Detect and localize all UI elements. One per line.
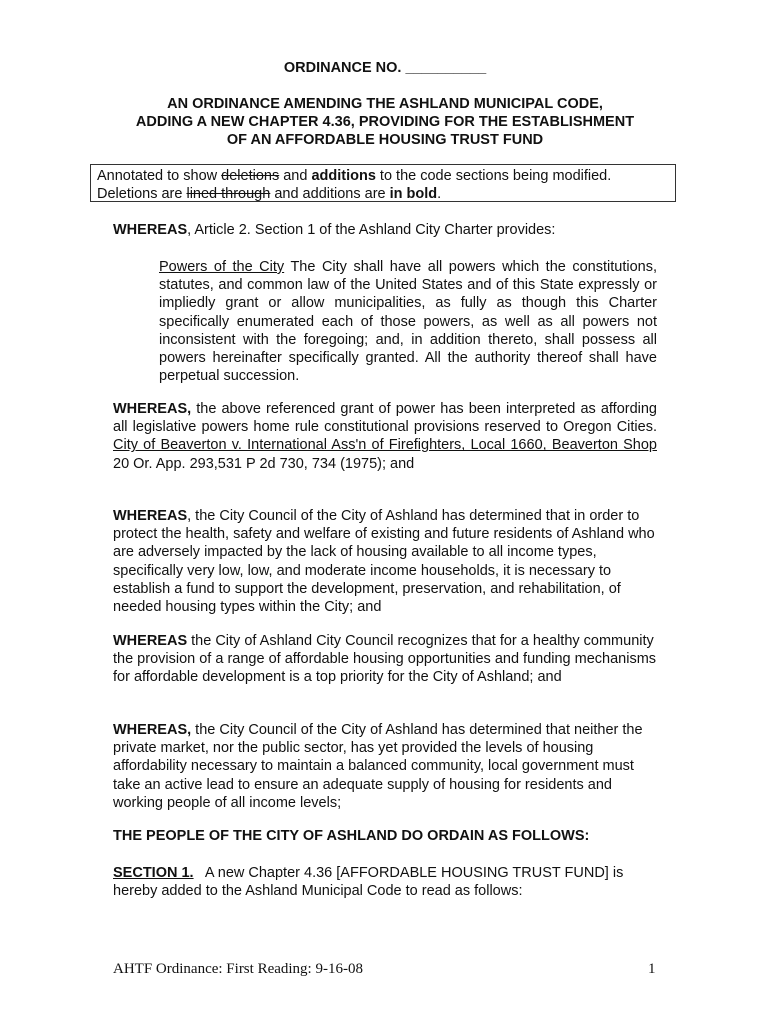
ordinance-number-label: ORDINANCE NO.: [283, 60, 402, 76]
annotation-line-1: Annotated to show deletions and additions to the code sections being modified.: [97, 168, 612, 184]
section-1-label: SECTION 1.: [113, 865, 194, 881]
case-citation: City of Beaverton v. International Ass'n of Firefighters, Local 1660, Beaverton Shop: [113, 437, 657, 454]
lined-through-example: lined through: [186, 186, 271, 202]
footer-reading-label: AHTF Ordinance: First Reading: 9-16-08: [113, 961, 363, 977]
ordinance-title-line-1: AN ORDINANCE AMENDING THE ASHLAND MUNICIPAL CODE,: [167, 96, 603, 112]
section-1-paragraph: SECTION 1. A new Chapter 4.36 [AFFORDABLE HOUSING TRUST FUND] is hereby added to the Ashland Municipal Code to read as follows:: [113, 865, 628, 900]
deletions-example: deletions: [221, 168, 280, 184]
ordinance-number-blank: __________: [405, 60, 487, 76]
in-bold-example: in bold: [389, 186, 438, 202]
ordinance-title-line-2: ADDING A NEW CHAPTER 4.36, PROVIDING FOR THE ESTABLISHMENT: [135, 114, 635, 130]
whereas-lead: WHEREAS: [113, 222, 188, 238]
whereas-paragraph-4: WHEREAS the City of Ashland City Council recognizes that for a healthy community the provision of a range of affordable housing opportunities and funding mechanisms for affordable development is a top priority for the City of Ashland; and: [113, 633, 657, 686]
whereas-lead: WHEREAS,: [113, 722, 192, 738]
whereas-paragraph-3: WHEREAS, the City Council of the City of Ashland has determined that in order to protect the health, safety and welfare of existing and future residents of Ashland who are adversely impacted by the lack of housing available to all income types, specifically very low, low, and moderate income households, it is necessary to establish a fund to support the development, preservation, and rehabilitation, of needed housing types within the City; and: [113, 508, 655, 616]
page-number: 1: [648, 961, 656, 977]
whereas-paragraph-2: WHEREAS, the above referenced grant of power has been interpreted as affording all legislative powers home rule constitutional provisions reserved to Oregon Cities. City of Beaverton v. International Ass'n of Firefighters, Local 1660, Beaverton Shop 20 Or. App. 293,531 P 2d 730, 734 (1975); and: [113, 401, 657, 472]
whereas-paragraph-1: WHEREAS, Article 2. Section 1 of the Ashland City Charter provides:: [113, 222, 556, 238]
additions-example: additions: [311, 168, 376, 184]
annotation-box: [90, 164, 676, 202]
whereas-paragraph-5: WHEREAS, the City Council of the City of Ashland has determined that neither the private market, nor the public sector, has yet provided the levels of housing affordability necessary to maintain a balanced community, local government must take an active lead to ensure an adequate supply of housing for residents and working people of all income levels;: [113, 722, 643, 811]
whereas-lead: WHEREAS: [113, 633, 188, 649]
ordain-statement: THE PEOPLE OF THE CITY OF ASHLAND DO ORDAIN AS FOLLOWS:: [113, 828, 590, 844]
ordinance-title-line-3: OF AN AFFORDABLE HOUSING TRUST FUND: [226, 132, 544, 148]
ordinance-number-line: [0, 60, 770, 76]
whereas-lead: WHEREAS: [113, 508, 188, 524]
quote-heading: Powers of the City: [159, 259, 285, 275]
whereas-lead: WHEREAS,: [113, 401, 192, 417]
charter-quote: Powers of the City The City shall have all powers which the constitutions, statutes, and common law of the United States and of this State expressly or impliedly grant or allow municipalities, as fully as though this Charter specifically enumerated each of those powers, as well as all powers not inconsistent with the foregoing; and, in addition thereto, shall possess all powers hereinafter specifically granted. All the authority thereof shall have perpetual succession.: [159, 259, 657, 385]
annotation-line-2: Deletions are lined through and additions are in bold.: [97, 186, 442, 202]
